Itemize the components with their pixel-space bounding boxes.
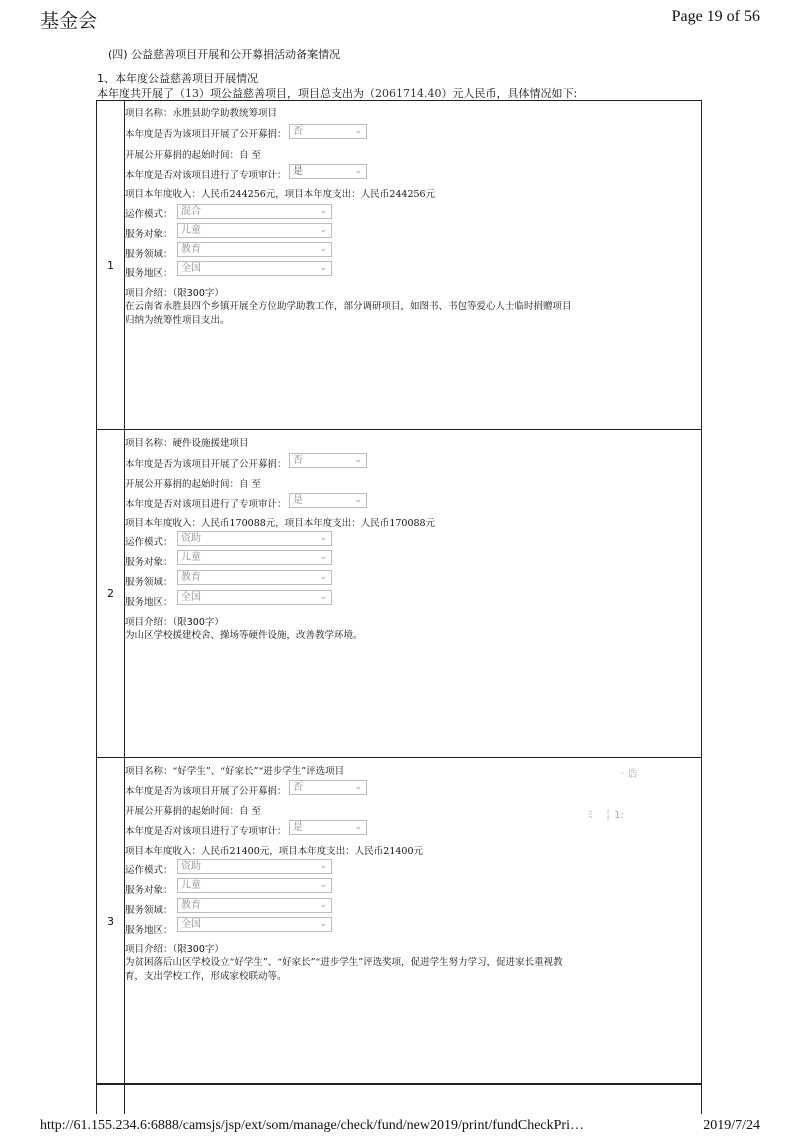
projects-table — [96, 100, 702, 1084]
total-expense: 2061714.40 — [375, 87, 442, 100]
project-count: 13 — [185, 87, 199, 100]
chevron-down-icon: ⌄ — [319, 206, 327, 216]
project-number: 1 — [97, 101, 125, 429]
project-row — [97, 101, 701, 430]
field-label: 服务领域： — [125, 249, 173, 260]
chevron-down-icon: ⌄ — [319, 592, 327, 602]
income-expense-line: 项目本年度收入：人民币170088元，项目本年度支出：人民币170088元 — [125, 518, 436, 529]
chevron-down-icon: ⌄ — [319, 533, 327, 543]
project-name: 硬件设施援建项目 — [172, 438, 249, 449]
target-label: 服务对象： — [125, 885, 173, 896]
target-select[interactable]: 儿童 ⌄ — [177, 878, 332, 893]
project-name-label: 项目名称： — [125, 108, 173, 119]
scan-smudge: ミ ╎ 1: — [585, 810, 624, 821]
chevron-down-icon: ⌄ — [354, 495, 362, 505]
fundraising-time-label: 开展公开募捐的起始时间：自 至 — [125, 479, 262, 490]
intro-label: 项目介绍：（限300字） — [125, 944, 224, 955]
audit-label: 本年度是否对该项目进行了专项审计： — [125, 499, 287, 510]
chevron-down-icon: ⌄ — [319, 225, 327, 235]
field-select[interactable]: 教育 ⌄ — [177, 570, 332, 585]
chevron-down-icon: ⌄ — [354, 166, 362, 176]
region-label: 服务地区： — [125, 597, 173, 608]
target-label: 服务对象： — [125, 557, 173, 568]
chevron-down-icon: ⌄ — [354, 126, 362, 136]
chevron-down-icon: ⌄ — [319, 900, 327, 910]
intro-label: 项目介绍：（限300字） — [125, 617, 224, 628]
mode-label: 运作模式： — [125, 865, 173, 876]
audit-select[interactable]: 是 ⌄ — [289, 820, 367, 835]
region-label: 服务地区： — [125, 268, 173, 279]
chevron-down-icon: ⌄ — [354, 822, 362, 832]
project-name-label: 项目名称： — [125, 766, 173, 777]
region-label: 服务地区： — [125, 925, 173, 936]
chevron-down-icon: ⌄ — [319, 263, 327, 273]
income-value: 21400 — [229, 846, 260, 857]
project-intro: 为山区学校援建校舍、操场等硬件设施，改善教学环境。 — [125, 630, 363, 641]
public-fundraising-label: 本年度是否为该项目开展了公开募捐： — [125, 786, 287, 797]
expense-value: 170088 — [389, 518, 426, 529]
column-divider — [124, 1084, 125, 1114]
public-fundraising-label: 本年度是否为该项目开展了公开募捐： — [125, 459, 287, 470]
chevron-down-icon: ⌄ — [319, 880, 327, 890]
project-cell — [125, 758, 701, 1084]
income-value: 170088 — [229, 518, 266, 529]
target-label: 服务对象： — [125, 229, 173, 240]
project-cell — [125, 101, 701, 429]
chevron-down-icon: ⌄ — [319, 244, 327, 254]
fundraising-time-label: 开展公开募捐的起始时间：自 至 — [125, 806, 262, 817]
income-value: 244256 — [229, 189, 266, 200]
audit-select[interactable]: 是 ⌄ — [289, 164, 367, 179]
region-select[interactable]: 全国 ⌄ — [177, 261, 332, 276]
field-label: 服务领域： — [125, 577, 173, 588]
mode-label: 运作模式： — [125, 209, 173, 220]
next-row-edge — [96, 1084, 702, 1114]
intro-label: 项目介绍：（限300字） — [125, 288, 224, 299]
income-expense-line: 项目本年度收入：人民币21400元，项目本年度支出：人民币21400元 — [125, 846, 424, 857]
chevron-down-icon: ⌄ — [354, 455, 362, 465]
sub-title: 1、本年度公益慈善项目开展情况 — [97, 72, 258, 85]
expense-value: 21400 — [383, 846, 414, 857]
public-fundraising-label: 本年度是否为该项目开展了公开募捐： — [125, 129, 287, 140]
region-select[interactable]: 全国 ⌄ — [177, 590, 332, 605]
summary-line — [97, 85, 577, 101]
project-name-label: 项目名称： — [125, 438, 173, 449]
chevron-down-icon: ⌄ — [319, 552, 327, 562]
project-intro: 在云南省永胜县四个乡镇开展全方位助学助教工作，部分调研项目，如图书、书包等爱心人士临时捐赠项目 归纳为统筹性项目支出。 — [125, 301, 572, 326]
chevron-down-icon: ⌄ — [354, 782, 362, 792]
audit-label: 本年度是否对该项目进行了专项审计： — [125, 826, 287, 837]
income-expense-line: 项目本年度收入：人民币244256元，项目本年度支出：人民币244256元 — [125, 189, 436, 200]
region-select[interactable]: 全国 ⌄ — [177, 917, 332, 932]
mode-select[interactable]: 混合 ⌄ — [177, 204, 332, 219]
section-title: (四) 公益慈善项目开展和公开募捐活动备案情况 — [108, 48, 341, 61]
field-label: 服务领域： — [125, 905, 173, 916]
chevron-down-icon: ⌄ — [319, 861, 327, 871]
target-select[interactable]: 儿童 ⌄ — [177, 550, 332, 565]
target-select[interactable]: 儿童 ⌄ — [177, 223, 332, 238]
mode-select[interactable]: 资助 ⌄ — [177, 531, 332, 546]
project-row — [97, 758, 701, 1085]
expense-value: 244256 — [389, 189, 426, 200]
public-fundraising-select[interactable]: 否 ⌄ — [289, 780, 367, 795]
chevron-down-icon: ⌄ — [319, 919, 327, 929]
project-name: 永胜县助学助教统筹项目 — [172, 108, 278, 119]
summary-pre: 本年度共开展了（ — [97, 87, 185, 100]
field-select[interactable]: 教育 ⌄ — [177, 898, 332, 913]
fundraising-time-label: 开展公开募捐的起始时间：自 至 — [125, 150, 262, 161]
scan-smudge: · 诰 — [621, 769, 638, 780]
public-fundraising-select[interactable]: 否 ⌄ — [289, 124, 367, 139]
chevron-down-icon: ⌄ — [319, 572, 327, 582]
mode-label: 运作模式： — [125, 537, 173, 548]
project-number: 3 — [97, 758, 125, 1084]
page-number: Page 19 of 56 — [671, 8, 760, 25]
audit-label: 本年度是否对该项目进行了专项审计： — [125, 170, 287, 181]
public-fundraising-select[interactable]: 否 ⌄ — [289, 453, 367, 468]
footer-url: http://61.155.234.6:6888/camsjs/jsp/ext/som/manage/check/fund/new2019/print/fundCheckPri… — [40, 1118, 584, 1133]
org-header: 基金会 — [40, 10, 98, 32]
summary-mid: ）项公益慈善项目，项目总支出为（ — [199, 87, 375, 100]
summary-post: ）元人民币，具体情况如下: — [441, 87, 578, 100]
audit-select[interactable]: 是 ⌄ — [289, 493, 367, 508]
project-number: 2 — [97, 430, 125, 757]
project-name: “好学生”、“好家长”“进步学生”评选项目 — [172, 766, 345, 777]
footer-date: 2019/7/24 — [703, 1118, 760, 1133]
project-intro: 为贫困落后山区学校设立“好学生”、“好家长”“进步学生”评选奖项，促进学生努力学习，促进家长重视教 育，支出学校工作，形成家校联动等。 — [125, 957, 563, 982]
mode-select[interactable]: 资助 ⌄ — [177, 859, 332, 874]
field-select[interactable]: 教育 ⌄ — [177, 242, 332, 257]
